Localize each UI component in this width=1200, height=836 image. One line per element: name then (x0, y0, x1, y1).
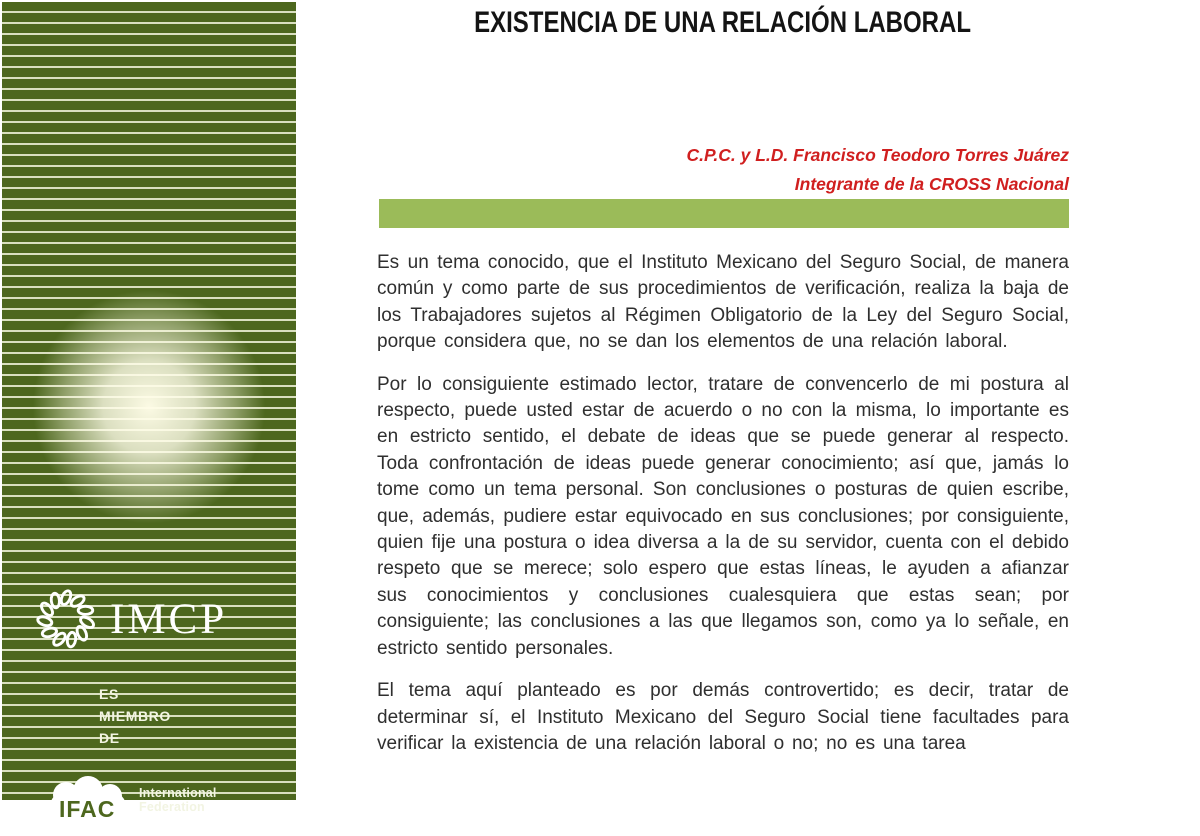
ifac-caption-line: Federation (139, 799, 205, 814)
author-block (377, 141, 1069, 199)
imcp-logo (35, 588, 227, 650)
document-title-text: EXISTENCIA DE UNA RELACIÓN LABORAL (474, 6, 972, 39)
member-line: ES (99, 686, 119, 702)
author-name: C.P.C. y L.D. Francisco Teodoro Torres Juárez (686, 145, 1069, 165)
glow-effect (2, 250, 296, 570)
body-paragraph: Por lo consiguiente estimado lector, tratare de convencerlo de mi postura al respecto, puede usted estar de acuerdo o no con la misma, lo importante es en estricto sentido, el debate de ideas que se puede generar al respecto. Toda confrontación de ideas puede generar conocimiento; así que, jamás lo tome como un tema personal. Son conclusiones o posturas de quien escribe, que, además, pudiere estar equivocado en sus conclusiones; por consiguiente, quien fije una postura o idea diversa a la de su servidor, cuenta con el debido respeto que se merece; solo espero que estas líneas, le ayuden a afianzar sus conocimientos y conclusiones cualesquiera que estas sean; por consiguiente; las conclusiones a las que llegamos son, como ya lo señale, en estricto sentido personales. (377, 373, 1069, 659)
section-divider-bar (379, 199, 1069, 228)
body-paragraph: Es un tema conocido, que el Instituto Mexicano del Seguro Social, de manera común y como parte de sus procedimientos de verificación, realiza la baja de los Trabajadores sujetos al Régimen Obligatorio de la Ley del Seguro Social, porque considera que, no se dan los elementos de una relación laboral. (377, 252, 1069, 353)
member-line: MIEMBRO (99, 708, 171, 724)
body-text (377, 250, 1069, 773)
ifac-logo (46, 779, 217, 831)
ifac-caption-line: International (139, 786, 217, 800)
body-paragraph: El tema aquí planteado es por demás controvertido; es decir, tratar de determinar sí, el Instituto Mexicano del Seguro Social tiene facultades para verificar la existencia de una relación laboral o no; no es una tarea (377, 680, 1069, 754)
imcp-sun-icon (35, 588, 97, 650)
member-line: DE (99, 730, 120, 746)
sidebar-banner (2, 2, 296, 822)
ifac-caption (139, 779, 217, 814)
imcp-logo-text: IMCP (110, 595, 228, 643)
member-of-label (99, 683, 171, 749)
ifac-acronym-text: IFAC (59, 796, 116, 822)
document-title (377, 3, 1069, 40)
author-role: Integrante de la CROSS Nacional (794, 174, 1069, 194)
